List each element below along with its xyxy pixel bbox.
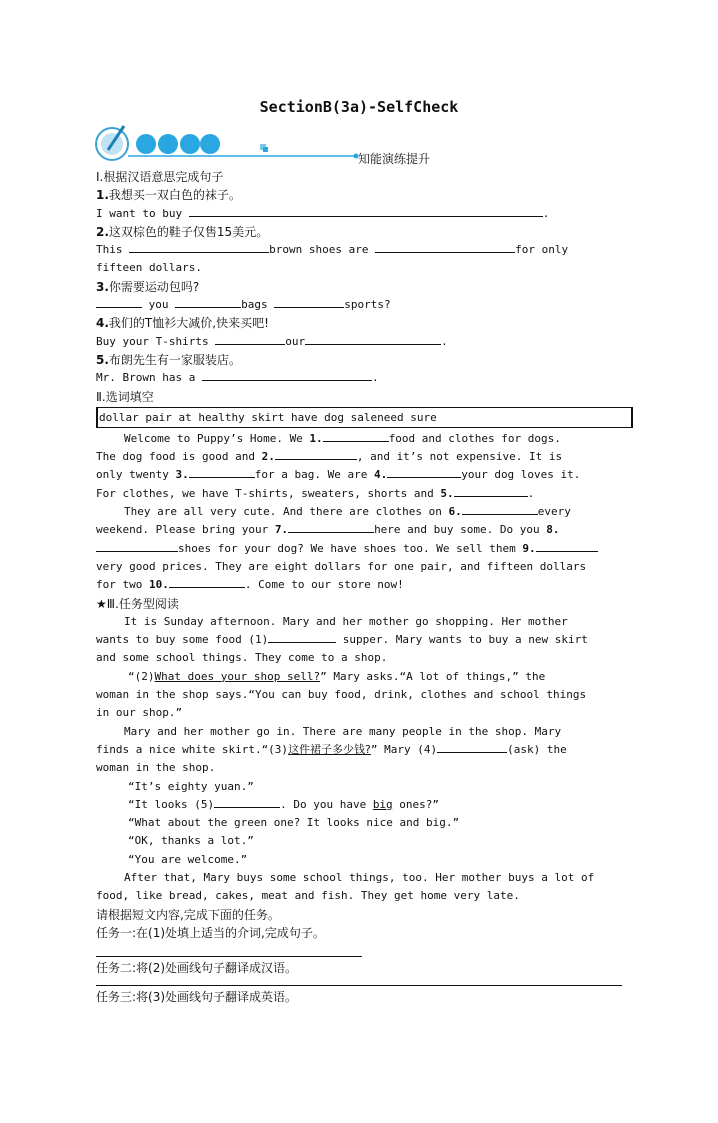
q3-english: you bags sports? [96,296,630,314]
passage-line: “(2)What does your shop sell?” Mary asks.“A lot of things,” the [128,669,546,683]
task-3: 任务三:将(3)处画线句子翻译成英语。 [96,990,298,1005]
section1-heading: Ⅰ.根据汉语意思完成句子 [96,170,224,184]
q1-chinese: 1.我想买一双白色的袜子。 [96,188,241,203]
answer-blank[interactable] [288,521,374,533]
answer-blank[interactable] [268,631,336,643]
answer-blank[interactable] [175,296,241,308]
cloze-line: very good prices. They are eight dollars for one pair, and fifteen dollars [96,559,587,573]
worksheet-content [96,168,630,1007]
answer-blank[interactable] [437,741,507,753]
passage-line: woman in the shop. [96,761,216,775]
q4-chinese: 4.我们的T恤衫大减价,快来买吧! [96,316,269,331]
q1-english: I want to buy . [96,206,550,220]
passage-line: “What about the green one? It looks nice and big.” [128,816,460,830]
answer-blank[interactable] [214,796,280,808]
passage-line: “It looks (5) . Do you have big ones?” [128,797,440,811]
q5-chinese: 5.布朗先生有一家服装店。 [96,352,241,367]
answer-blank[interactable] [129,241,269,253]
cloze-line: for two 10. . Come to our store now! [96,578,404,592]
answer-blank[interactable] [189,466,255,478]
passage-line: in our shop.” [96,706,183,720]
answer-blank[interactable] [323,430,389,442]
underlined-sentence-2: What does your shop sell? [154,669,321,683]
pen-circle-icon [96,126,128,160]
q2-chinese: 2.这双棕色的鞋子仅售15美元。 [96,224,269,239]
passage-line: After that, Mary buys some school things, too. Her mother buys a lot of [124,870,595,884]
answer-blank[interactable] [375,241,515,253]
passage-line: wants to buy some food (1) supper. Mary wants to buy a new skirt [96,633,588,647]
passage-line: It is Sunday afternoon. Mary and her mother go shopping. Her mother [124,614,568,628]
section3-heading: ★Ⅲ.任务型阅读 [96,596,179,611]
task-2-answer-line[interactable] [96,977,622,986]
answer-blank[interactable] [215,333,285,345]
passage-line: finds a nice white skirt.“(3)这件裙子多少钱?” Mary (4) (ask) the [96,742,567,756]
q4-english: Buy your T-shirts our . [96,334,448,348]
q3-chinese: 3.你需要运动包吗? [96,279,200,294]
cloze-line: weekend. Please bring your 7. here and buy some. Do you 8. [96,523,560,537]
answer-blank[interactable] [96,296,142,308]
underlined-sentence-3: 这件裙子多少钱? [288,742,371,756]
passage-line: food, like bread, cakes, meat and fish. They get home very late. [96,889,520,903]
passage-line: “You are welcome.” [128,852,248,866]
answer-blank[interactable] [305,333,441,345]
page-title: SectionB(3a)-SelfCheck [259,98,459,116]
passage-line: Mary and her mother go in. There are many people in the shop. Mary [124,724,562,738]
passage-line: “It’s eighty yuan.” [128,779,254,793]
cloze-line: For clothes, we have T-shirts, sweaters, shorts and 5. . [96,486,535,500]
cloze-line: shoes for your dog? We have shoes too. We sell them 9. [96,540,630,558]
task-instruction: 请根据短文内容,完成下面的任务。 [96,907,280,922]
task-1: 任务一:在(1)处填上适当的介词,完成句子。 [96,925,325,940]
cloze-line: They are all very cute. And there are clothes on 6. every [124,505,571,519]
answer-blank[interactable] [189,205,543,217]
task-2: 任务二:将(2)处画线句子翻译成汉语。 [96,961,298,976]
q2-english: This brown shoes are for only [96,243,569,257]
word-bank: dollar pair at healthy skirt have dog saleneed sure [96,407,633,428]
answer-blank[interactable] [202,369,372,381]
cloze-line: Welcome to Puppy’s Home. We 1. food and clothes for dogs. [124,431,561,445]
answer-blank[interactable] [96,540,178,552]
passage-line: and some school things. They come to a shop. [96,651,388,665]
passage-line: “OK, thanks a lot.” [128,834,254,848]
section2-heading: Ⅱ.选词填空 [96,389,154,404]
cloze-line: The dog food is good and 2. , and it’s not expensive. It is [96,450,563,464]
banner-text: 知能演练提升 [358,152,431,166]
cloze-line: only twenty 3. for a bag. We are 4. your dog loves it. [96,468,581,482]
q2-english-cont: fifteen dollars. [96,261,202,275]
passage-line: woman in the shop says.“You can buy food, drink, clothes and school things [96,688,587,702]
q5-english: Mr. Brown has a . [96,371,379,385]
answer-blank[interactable] [536,540,598,552]
task-1-answer-line[interactable] [96,942,362,957]
answer-blank[interactable] [169,576,245,588]
answer-blank[interactable] [275,448,357,460]
answer-blank[interactable] [454,485,528,497]
answer-blank[interactable] [274,296,344,308]
answer-blank[interactable] [462,503,538,515]
answer-blank[interactable] [387,466,461,478]
